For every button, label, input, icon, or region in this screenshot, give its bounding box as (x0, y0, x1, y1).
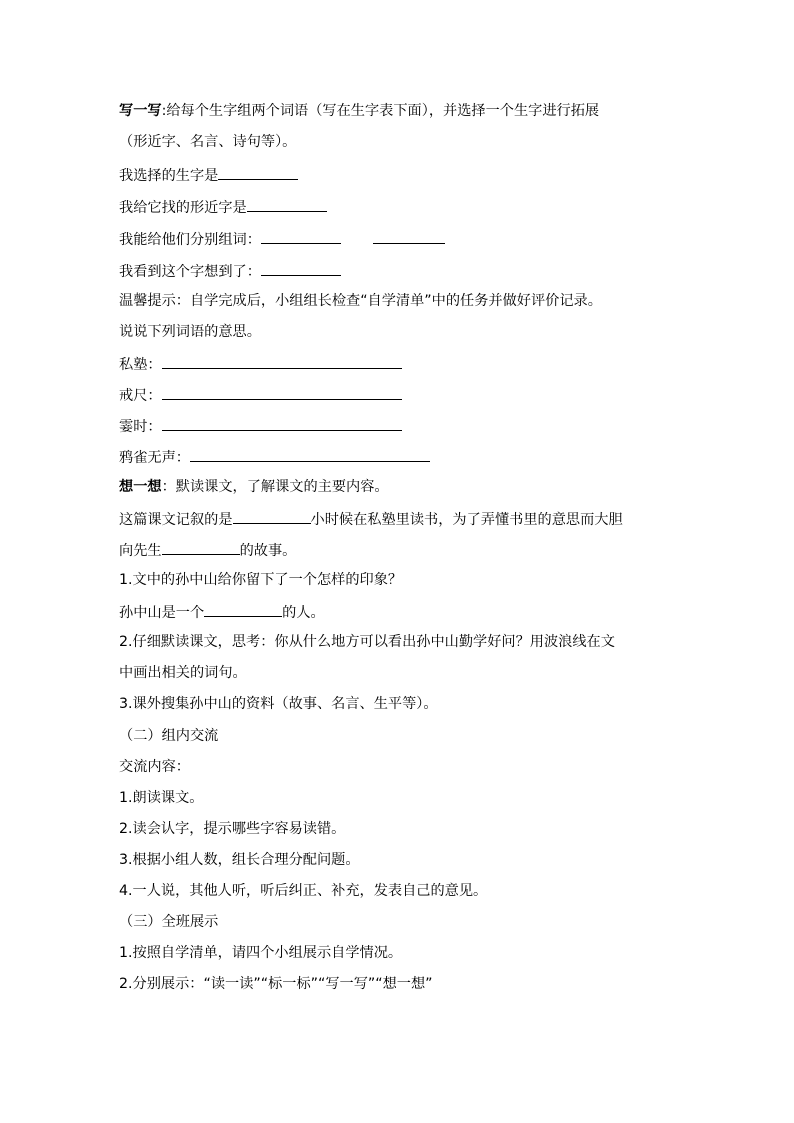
term-label: 戒尺： (119, 388, 162, 404)
summary-blank-2[interactable] (162, 539, 240, 555)
section-2-item: 1.朗读课文。 (119, 790, 204, 806)
xiangxiang-label: 想一想 (119, 479, 162, 495)
summary-text-4: 的故事。 (239, 543, 297, 559)
answer-text-2: 的人。 (282, 605, 325, 621)
summary-line-1 (119, 508, 679, 530)
xiexie-text: :给每个生字组两个词语（写在生字表下面），并选择一个生字进行拓展 (161, 103, 600, 119)
xiangxiang-line (119, 477, 679, 497)
term-label: 私塾： (119, 357, 162, 373)
think-line (119, 260, 679, 282)
section-3-item: 2.分别展示：“读一读”“标一标”“写一写”“想一想” (119, 976, 433, 992)
similar-blank[interactable] (247, 196, 327, 212)
term-row (119, 446, 679, 468)
section-3-item: 1.按照自学清单，请四个小组展示自学情况。 (119, 945, 403, 961)
summary-text-2: 小时候在私塾里读书，为了弄懂书里的意思而大胆 (310, 512, 623, 528)
term-label: 鸦雀无声： (119, 450, 190, 466)
term-blank[interactable] (162, 415, 402, 431)
summary-blank-1[interactable] (233, 508, 311, 524)
answer-text-1: 孙中山是一个 (119, 605, 205, 621)
think-label: 我看到这个字想到了： (119, 264, 261, 280)
tip-line: 温馨提示：自学完成后，小组组长检查“自学清单”中的任务并做好评价记录。 (119, 293, 602, 309)
similar-label: 我给它找的形近字是 (119, 200, 247, 216)
word-blank-1[interactable] (261, 228, 341, 244)
term-row (119, 353, 679, 375)
xiexie-line-1 (119, 101, 679, 121)
section-2-item: 3.根据小组人数，组长合理分配问题。 (119, 852, 360, 868)
words-label: 我能给他们分别组词： (119, 232, 261, 248)
section-2-item: 2.读会认字，提示哪些字容易读错。 (119, 821, 346, 837)
xiexie-line-2: （形近字、名言、诗句等）。 (119, 134, 297, 150)
xiexie-label: 写一写 (119, 103, 162, 119)
term-blank[interactable] (190, 446, 430, 462)
section-2-title: （二）组内交流 (119, 728, 219, 744)
words-line (119, 228, 679, 250)
question-2-line-1: 2.仔细默读课文，思考：你从什么地方可以看出孙中山勤学好问？用波浪线在文 (119, 634, 615, 650)
choose-label: 我选择的生字是 (119, 168, 219, 184)
word-blank-2[interactable] (373, 228, 445, 244)
choose-line (119, 164, 679, 186)
summary-text-1: 这篇课文记叙的是 (119, 512, 233, 528)
explain-title: 说说下列词语的意思。 (119, 324, 261, 340)
question-1-answer (119, 601, 679, 623)
section-2-subtitle: 交流内容： (119, 759, 190, 775)
summary-text-3: 向先生 (119, 543, 162, 559)
term-blank[interactable] (162, 384, 402, 400)
term-label: 霎时： (119, 419, 162, 435)
term-row (119, 415, 679, 437)
choose-blank[interactable] (218, 164, 298, 180)
term-row (119, 384, 679, 406)
section-2-item: 4.一人说，其他人听，听后纠正、补充，发表自己的意见。 (119, 883, 488, 899)
question-3: 3.课外搜集孙中山的资料（故事、名言、生平等）。 (119, 696, 438, 712)
xiangxiang-text: ：默读课文，了解课文的主要内容。 (161, 479, 389, 495)
think-blank[interactable] (261, 260, 341, 276)
answer-blank[interactable] (204, 601, 282, 617)
summary-line-2 (119, 539, 679, 561)
question-1: 1.文中的孙中山给你留下了一个怎样的印象？ (119, 572, 403, 588)
section-3-title: （三）全班展示 (119, 914, 219, 930)
term-blank[interactable] (162, 353, 402, 369)
question-2-line-2: 中画出相关的词句。 (119, 665, 247, 681)
similar-line (119, 196, 679, 218)
